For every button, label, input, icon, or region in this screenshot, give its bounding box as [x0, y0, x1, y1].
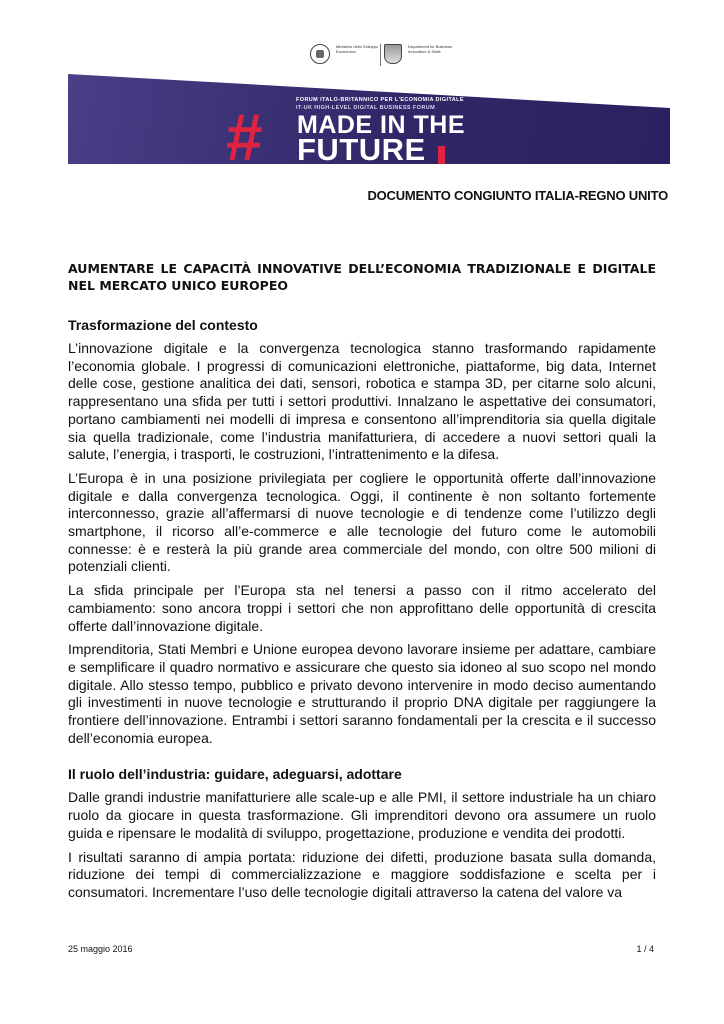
- document-label: DOCUMENTO CONGIUNTO ITALIA-REGNO UNITO: [367, 188, 668, 203]
- main-title: AUMENTARE LE CAPACITÀ INNOVATIVE DELL’ECONOMIA TRADIZIONALE E DIGITALE NEL MERCATO UNICO EUROPEO: [68, 261, 656, 293]
- banner-hash-symbol: #: [226, 100, 263, 174]
- section-title: Il ruolo dell’industria: guidare, adeguarsi, adottare: [68, 766, 402, 783]
- banner-forum-english: IT-UK HIGH-LEVEL DIGITAL BUSINESS FORUM: [296, 105, 436, 111]
- banner-made-in-the: MADE IN THE: [297, 111, 465, 139]
- banner-forum-italian: FORUM ITALO-BRITANNICO PER L'ECONOMIA DIGITALE: [296, 97, 464, 103]
- paragraph: Imprenditoria, Stati Membri e Unione europea devono lavorare insieme per adattare, cambiare e semplificare il quadro normativo e assicurare che questo sia idoneo al suo scopo nel mondo digitale. Allo stesso tempo, pubblico e privato devono intervenire in modo deciso aumentando gli investimenti in nuove tecnologie e strutturando il proprio DNA digitale per raggiungere la frontiere dell’innovazione. Entrambi i settori saranno fondamentali per la crescita e il successo dell’economia europea.: [68, 641, 656, 746]
- department-logo: [384, 44, 464, 64]
- page-number: 1 / 4: [636, 944, 654, 954]
- logo-divider: [380, 44, 381, 66]
- document-body: [68, 316, 656, 908]
- banner-red-accent: [438, 146, 445, 164]
- banner-future: FUTURE: [297, 132, 426, 167]
- paragraph: I risultati saranno di ampia portata: riduzione dei difetti, produzione basata sulla domanda, riduzione dei tempi di commercializzazione e maggiore soddisfazione e scelta per i consumatori. Incrementare l’uso delle tecnologie digitali attraverso la catena del valore va: [68, 848, 656, 900]
- paragraph: La sfida principale per l’Europa sta nel tenersi a passo con il ritmo accelerato del cambiamento: sono ancora troppi i settori che non approfittano delle opportunità di crescita offerte dall’innovazione digitale.: [68, 582, 656, 634]
- section-title: Trasformazione del contesto: [68, 317, 258, 333]
- italian-emblem-icon: [310, 44, 330, 64]
- uk-crest-icon: [384, 44, 402, 64]
- paragraph: Dalle grandi industrie manifatturiere alle scale-up e alle PMI, il settore industriale ha un chiaro ruolo da giocare in questa trasformazione. Gli imprenditori devono ora assumere un ruolo guida e ripensare le modalità di sviluppo, progettazione, produzione e vendita dei prodotti.: [68, 789, 656, 841]
- paragraph: L’innovazione digitale e la convergenza tecnologica stanno trasformando rapidamente l’economia globale. I progressi di comunicazioni elettroniche, piattaforme, big data, Internet delle cose, gestione analitica dei dati, sensori, robotica e stampa 3D, per citarne solo alcuni, rappresentano una sfida per tutti i settori produttivi. Innalzano le aspettative dei consumatori, portano cambiamenti nei modelli di impresa e consentono all’imprenditoria sia quella digitale sia quella tradizionale, come l’industria manifatturiera, di accedere a nuovi settori quali la salute, l’energia, i trasporti, le costruzioni, l’intrattenimento e la difesa.: [68, 340, 656, 463]
- ministry-logo-text: Ministero dello Sviluppo Economico: [336, 44, 379, 54]
- paragraph: L’Europa è in una posizione privilegiata per cogliere le opportunità offerte dall’innovazione digitale e dalla convergenza tecnologica. Oggi, il continente è non soltanto fortemente interconnesso, grazie all’affermarsi di nuove tecnologie e di tendenze come l’utilizzo degli smartphone, il ricorso all’e-commerce e alle tecnologie del futuro come le automobili connesse: è e resterà la più grande area commerciale del mondo, con oltre 500 milioni di potenziali clienti.: [68, 469, 656, 575]
- department-logo-text: Department for Business Innovation & Skills: [408, 44, 453, 54]
- footer-date: 25 maggio 2016: [68, 944, 133, 954]
